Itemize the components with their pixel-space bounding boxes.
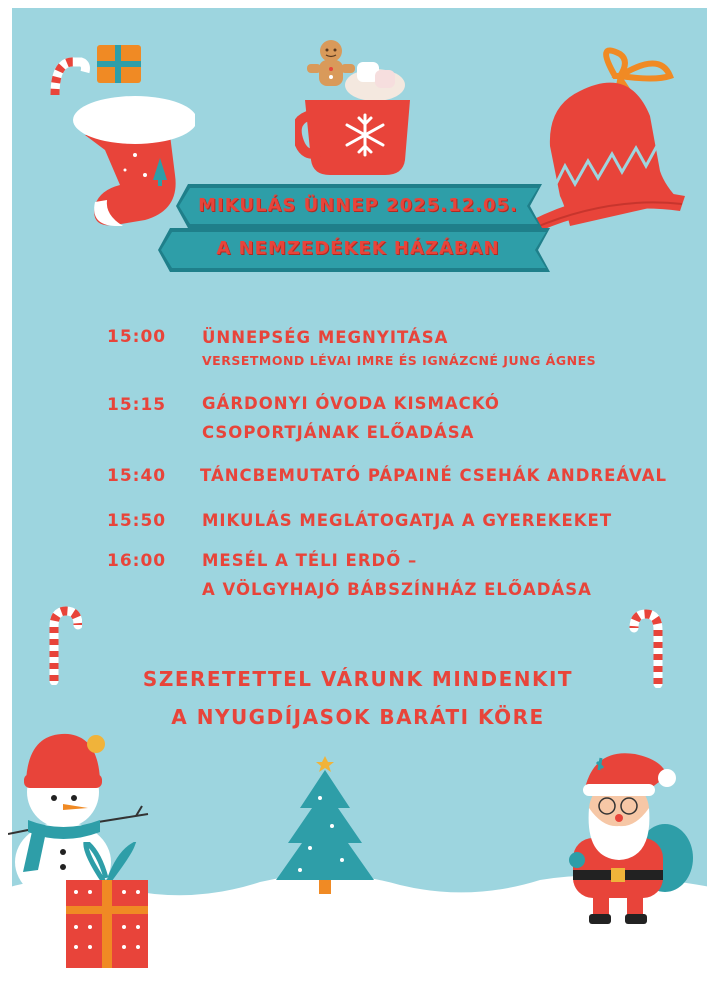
santa-icon [555, 748, 695, 933]
schedule-time: 15:50 [107, 511, 167, 531]
christmas-tree-icon [270, 748, 380, 898]
schedule-text: CSOPORTJÁNAK ELŐADÁSA [202, 423, 475, 442]
banner-subtitle: A NEMZEDÉKEK HÁZÁBAN [216, 238, 500, 259]
schedule-text: TÁNCBEMUTATÓ PÁPAINÉ CSEHÁK ANDREÁVAL [200, 466, 667, 485]
schedule-text: MIKULÁS MEGLÁTOGATJA A GYEREKEKET [202, 511, 613, 530]
banner-title: MIKULÁS ÜNNEP 2025.12.05. [198, 195, 518, 216]
schedule-text: MESÉL A TÉLI ERDŐ – [202, 551, 418, 570]
schedule-text: GÁRDONYI ÓVODA KISMACKÓ [202, 394, 500, 413]
schedule-time: 16:00 [107, 551, 167, 571]
schedule-time: 15:40 [107, 466, 167, 486]
closing-line-1: SZERETETTEL VÁRUNK MINDENKIT [142, 667, 574, 691]
schedule-subtext: VERSETMOND LÉVAI IMRE ÉS IGNÁZCNÉ JUNG ÁGNES [202, 353, 597, 368]
gift-icon [64, 842, 150, 970]
schedule-text: A VÖLGYHAJÓ BÁBSZÍNHÁZ ELŐADÁSA [202, 580, 592, 599]
schedule-time: 15:00 [107, 327, 167, 347]
schedule-text: ÜNNEPSÉG MEGNYITÁSA [202, 328, 449, 347]
schedule-time: 15:15 [107, 395, 167, 415]
closing-line-2: A NYUGDÍJASOK BARÁTI KÖRE [171, 705, 545, 729]
